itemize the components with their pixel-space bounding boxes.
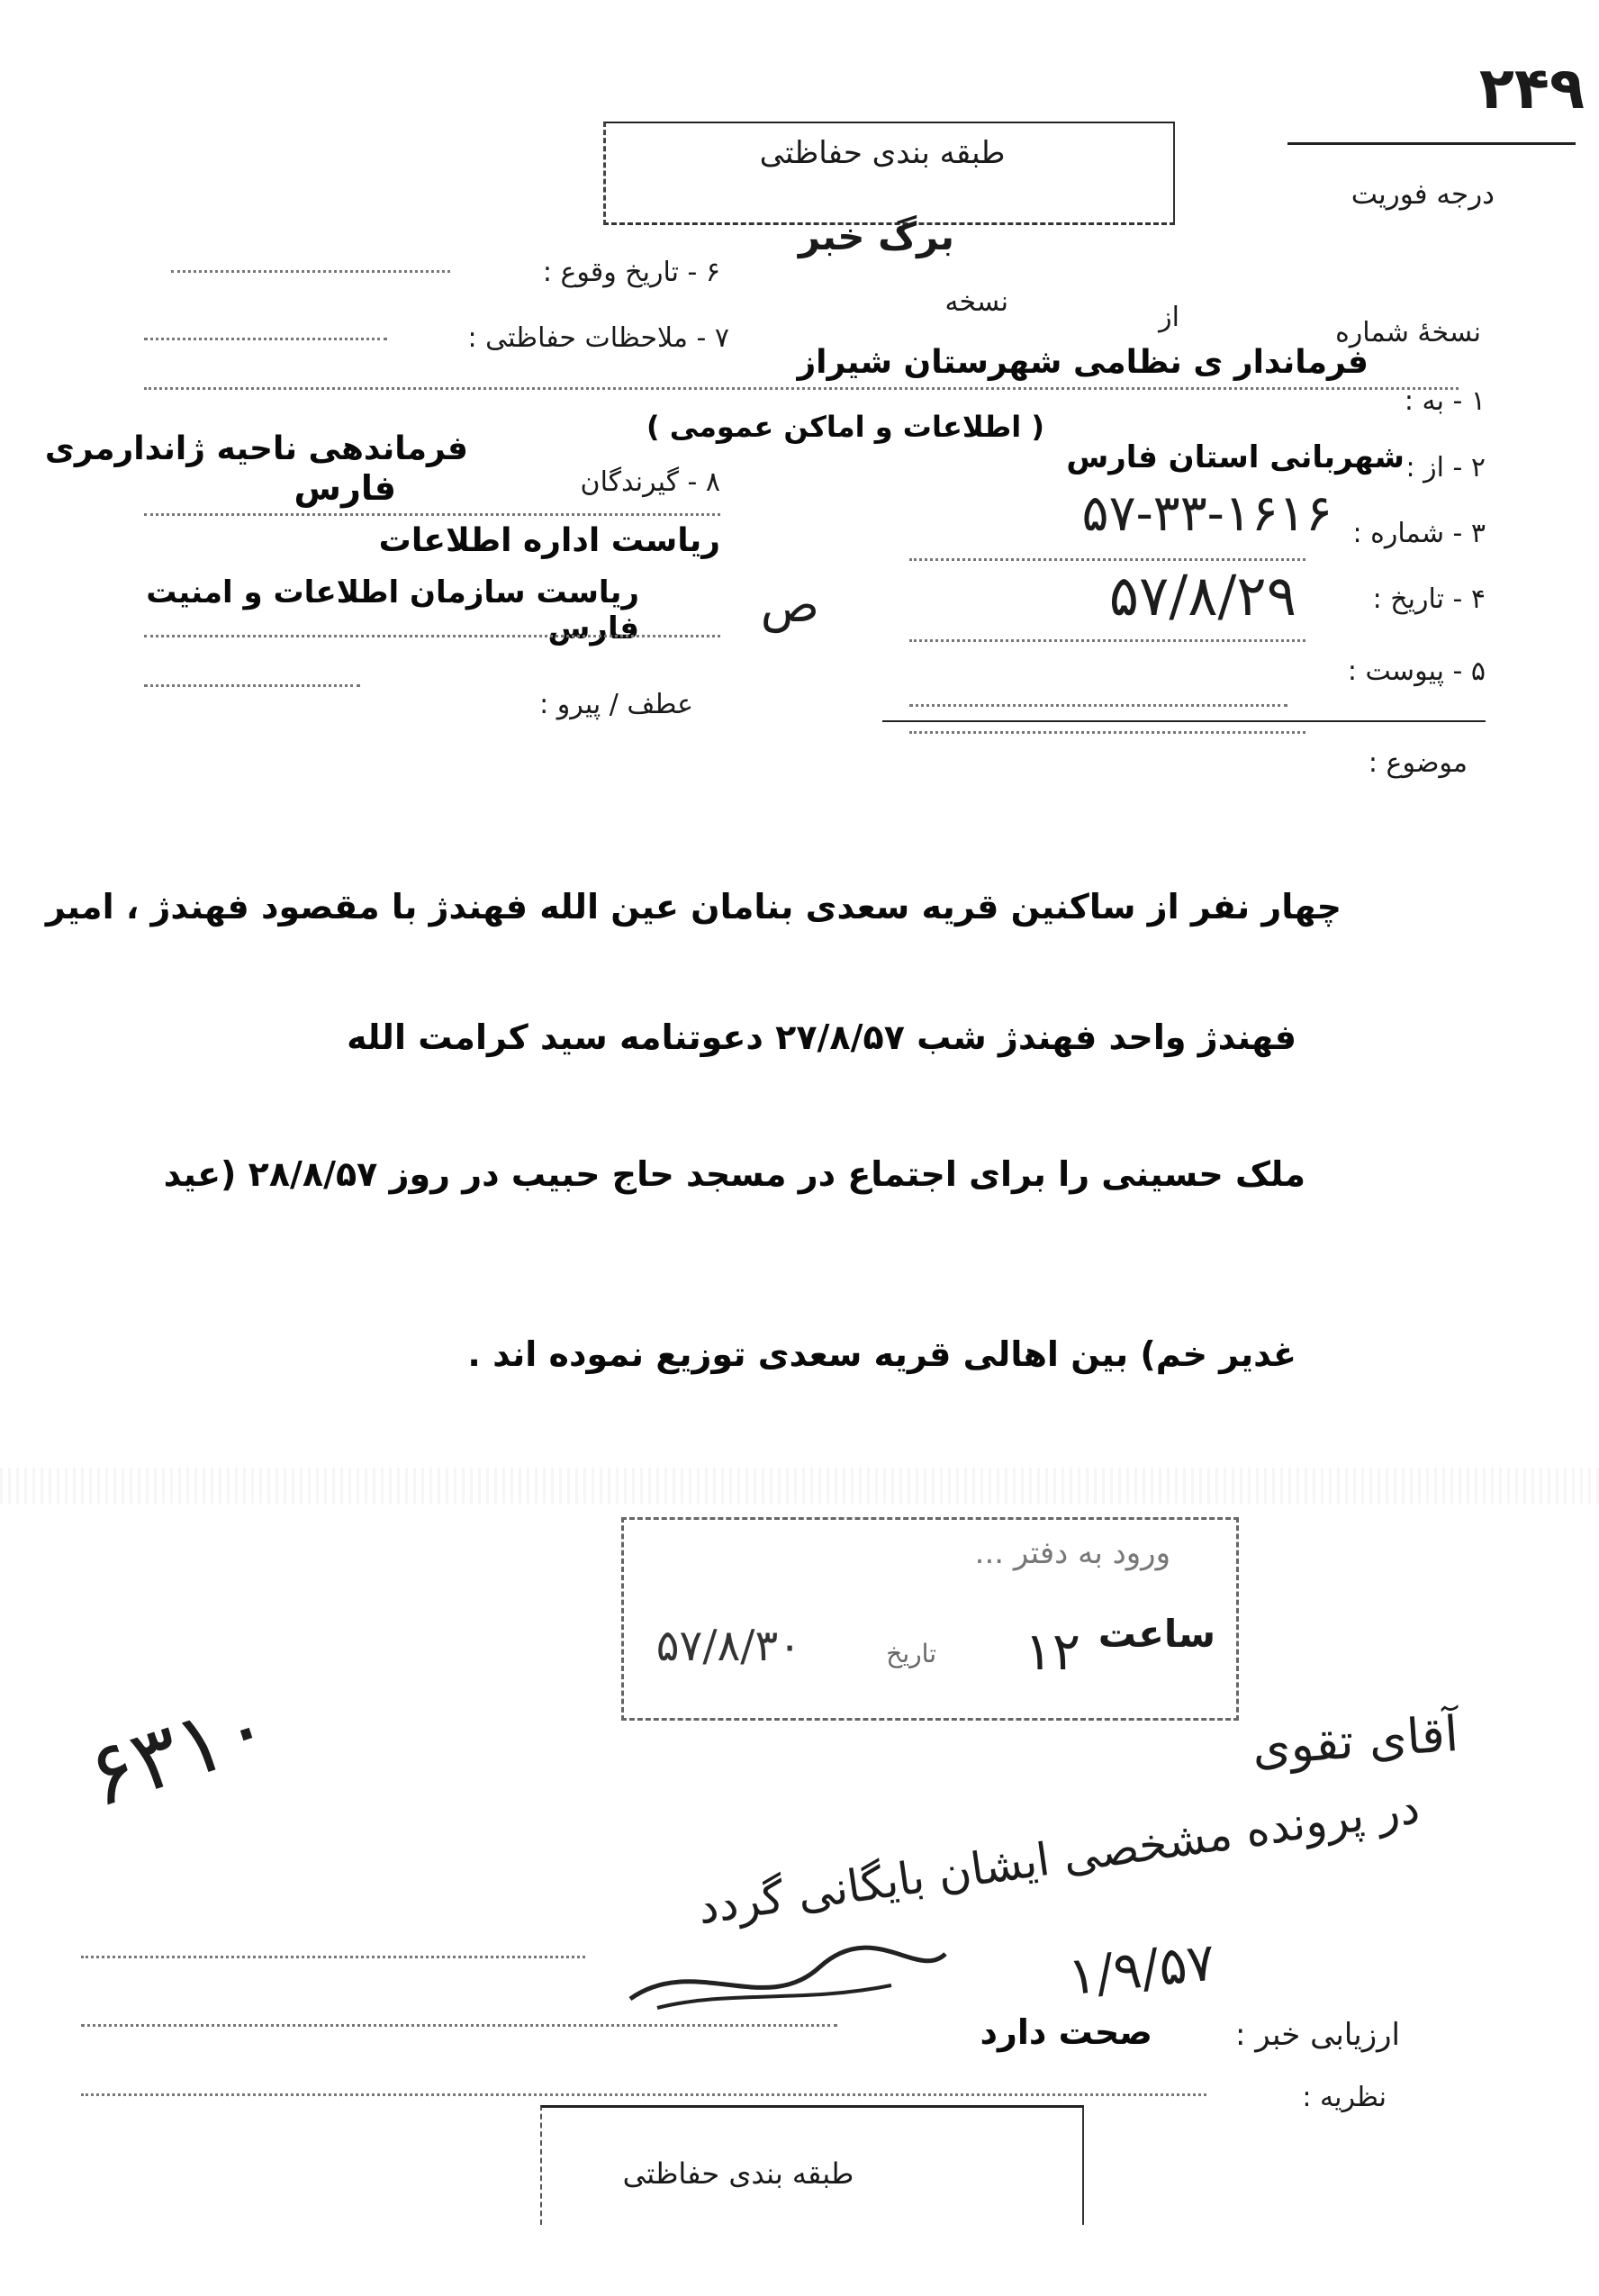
evaluation-dots-2 (81, 2024, 837, 2027)
to-dots (144, 387, 1459, 390)
date-value: ۵۷/۸/۲۹ (1108, 563, 1296, 628)
recipient-2: ریاست اداره اطلاعات (378, 522, 720, 559)
body-line-1: چهار نفر از ساکنین قریه سعدی بنامان عین الله فهندژ با مقصود فهندژ ، امیر (45, 887, 1342, 927)
page-number-underline (1287, 142, 1576, 145)
subject-dots (909, 731, 1305, 734)
classification-bottom-label: طبقه بندی حفاظتی (622, 2156, 854, 2191)
from-label: ۲ - از : (1405, 452, 1486, 484)
from-prefix: شهربانی استان فارس (1066, 439, 1405, 475)
signature-scribble (621, 1936, 954, 2017)
reference-label: عطف / پیرو : (539, 689, 693, 720)
copy-number-label: نسخهٔ شماره (1335, 317, 1481, 348)
attachment-dots (909, 704, 1287, 707)
entry-stamp-title: ورود به دفتر ... (974, 1535, 1170, 1571)
evaluation-value: صحت دارد (980, 2012, 1152, 2052)
header-divider (882, 720, 1486, 722)
subject-label: موضوع : (1368, 747, 1468, 779)
recipient-3: ریاست سازمان اطلاعات و امنیت فارس (146, 574, 639, 646)
number-value: ۵۷-۳۳-۱۶۱۶ (1081, 484, 1332, 543)
security-notes-label: ۷ - ملاحظات حفاظتی : (467, 322, 729, 354)
from-value: ( اطلاعات و اماکن عمومی ) (646, 410, 1044, 444)
scan-noise-band (0, 1468, 1599, 1504)
form-title: برگ خبر (798, 214, 954, 258)
security-notes-dots (144, 338, 387, 340)
body-line-3: ملک حسینی را برای اجتماع در مسجد حاج حبیب در روز ۲۸/۸/۵۷ (عید (163, 1154, 1305, 1194)
body-line-2: فهندژ واحد فهندژ شب ۲۷/۸/۵۷ دعوتنامه سید کرامت الله (347, 1017, 1296, 1057)
to-value: فرماندار ی نظامی شهرستان شیراز (797, 344, 1369, 381)
recipient-1: فرماندهی ناحیه ژاندارمری (44, 430, 468, 467)
recipient-1b: فارس (294, 468, 396, 508)
of-label: از (1159, 302, 1179, 333)
handwritten-note-3: ۱/۹/۵۷ (1064, 1930, 1218, 2008)
entry-stamp-date-label: تاریخ (886, 1639, 936, 1668)
date-dots (909, 639, 1305, 642)
handwritten-number: ۶۳۱۰ (74, 1674, 283, 1828)
recipient-dots-1 (144, 513, 720, 516)
priority-label: درجه فوریت (1351, 178, 1495, 211)
occurrence-date-dots (171, 270, 450, 273)
evaluation-dots-1 (81, 1956, 585, 1958)
entry-stamp-hour-label: ساعت (1098, 1612, 1215, 1656)
evaluation-label: ارزیابی خبر : (1234, 2017, 1400, 2053)
copies-label: نسخه (944, 286, 1008, 318)
body-line-4: غدیر خم) بین اهالی قریه سعدی توزیع نموده اند . (467, 1334, 1296, 1374)
recipient-dots-2 (144, 635, 720, 637)
page-number: ۲۴۹ (1478, 56, 1585, 122)
opinion-label: نظریه : (1302, 2082, 1387, 2113)
date-label: ۴ - تاریخ : (1372, 583, 1486, 615)
handwritten-note-2: در پرونده مشخصی ایشان بایگانی گردد (694, 1781, 1423, 1935)
recipient-3-mark: ص (760, 576, 819, 633)
number-dots (909, 558, 1305, 561)
entry-stamp-date-value: ۵۷/۸/۳۰ (655, 1621, 801, 1671)
attachment-label: ۵ - پیوست : (1347, 655, 1486, 687)
occurrence-date-label: ۶ - تاریخ وقوع : (542, 257, 720, 288)
classification-top-label: طبقه بندی حفاظتی (759, 135, 1006, 171)
to-label: ۱ - به : (1404, 385, 1486, 417)
number-label: ۳ - شماره : (1352, 518, 1486, 549)
recipients-label: ۸ - گیرندگان (580, 466, 720, 498)
evaluation-dots-3 (81, 2093, 1206, 2096)
entry-stamp-hour-value: ۱۲ (1024, 1621, 1080, 1682)
recipient-dots-3 (144, 684, 360, 687)
handwritten-note-1: آقای تقوی (1250, 1704, 1460, 1776)
